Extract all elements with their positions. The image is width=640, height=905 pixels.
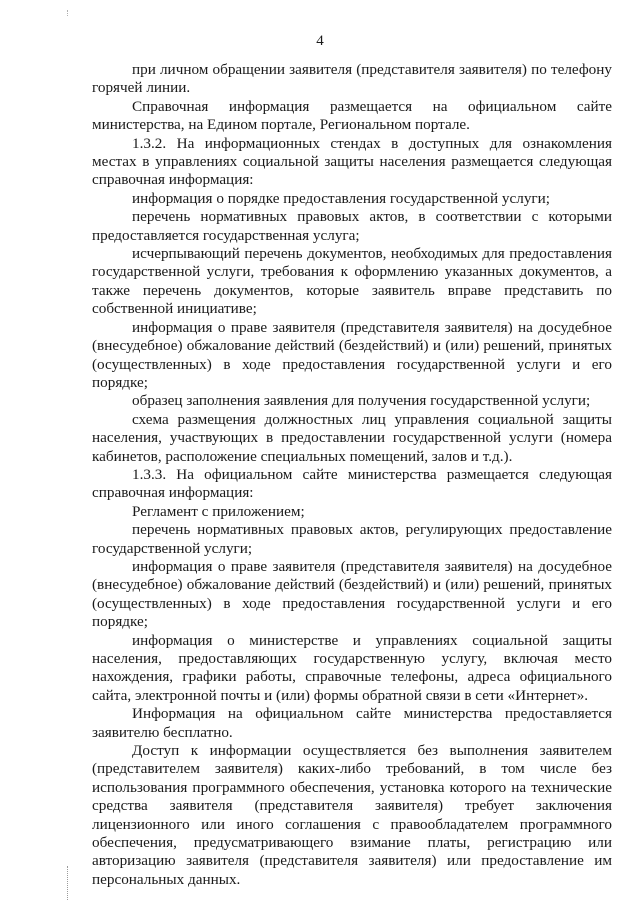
paragraph-hotline: при личном обращении заявителя (представителя заявителя) по телефону горячей линии. <box>92 61 612 97</box>
list-item-appeal-rights: информация о праве заявителя (представителя заявителя) на досудебное (внесудебное) обжалование действий (бездействий) и (или) решений, принятых (осуществленных) в ходе предоставления государственной услуги и его порядке; <box>92 318 612 391</box>
list-item-officials-layout: схема размещения должностных лиц управления социальной защиты населения, участвующих в предоставлении государственной услуги (номера кабинетов, расположение специальных помещений, залов и т.д.). <box>92 410 612 465</box>
paragraph-reference-info-placement: Справочная информация размещается на официальном сайте министерства, на Едином портале, Региональном портале. <box>92 97 612 134</box>
list-item-appeal-rights-site: информация о праве заявителя (представителя заявителя) на досудебное (внесудебное) обжалование действий (бездействий) и (или) решений, принятых (осуществленных) в ходе предоставления государственной услуги и его порядке; <box>92 557 612 631</box>
paragraph-access-conditions: Доступ к информации осуществляется без выполнения заявителем (представителем заявителя) каких-либо требований, в том числе без использования программного обеспечения, установка которого на технические средства заявителя (представителя заявителя) требует заключения лицензионного или иного соглашения с правообладателем программного обеспечения, предусматривающего взимание платы, регистрацию или авторизацию заявителя (представителя заявителя) или предоставление им персональных данных. <box>92 742 612 888</box>
page-number: 4 <box>316 33 324 49</box>
list-item-legal-acts: перечень нормативных правовых актов, в соответствии с которыми предоставляется государственная услуга; <box>92 208 612 244</box>
document-body <box>92 61 612 889</box>
list-item-procedure-info: информация о порядке предоставления государственной услуги; <box>132 189 551 207</box>
paragraph-section-1-3-3: 1.3.3. На официальном сайте министерства размещается следующая справочная информация: <box>92 465 612 502</box>
list-item-regulation: Регламент с приложением; <box>132 502 305 520</box>
margin-artifact <box>67 866 69 900</box>
margin-artifact <box>67 10 69 16</box>
paragraph-free-of-charge: Информация на официальном сайте министерства предоставляется заявителю бесплатно. <box>92 705 612 741</box>
list-item-regulating-acts: перечень нормативных правовых актов, регулирующих предоставление государственной услуги; <box>92 521 612 557</box>
list-item-ministry-contacts: информация о министерстве и управлениях социальной защиты населения, предоставляющих государственную услугу, включая место нахождения, графики работы, справочные телефоны, адреса официального сайта, электронной почты и (или) формы обратной связи в сети «Интернет». <box>92 631 612 704</box>
paragraph-section-1-3-2: 1.3.2. На информационных стендах в доступных для ознакомления местах в управлениях социальной защиты населения размещается следующая справочная информация: <box>92 134 612 189</box>
list-item-documents-list: исчерпывающий перечень документов, необходимых для предоставления государственной услуги, требования к оформлению указанных документов, а также перечень документов, которые заявитель вправе представить по собственной инициативе; <box>92 245 612 318</box>
list-item-application-sample: образец заполнения заявления для получения государственной услуги; <box>132 392 591 410</box>
